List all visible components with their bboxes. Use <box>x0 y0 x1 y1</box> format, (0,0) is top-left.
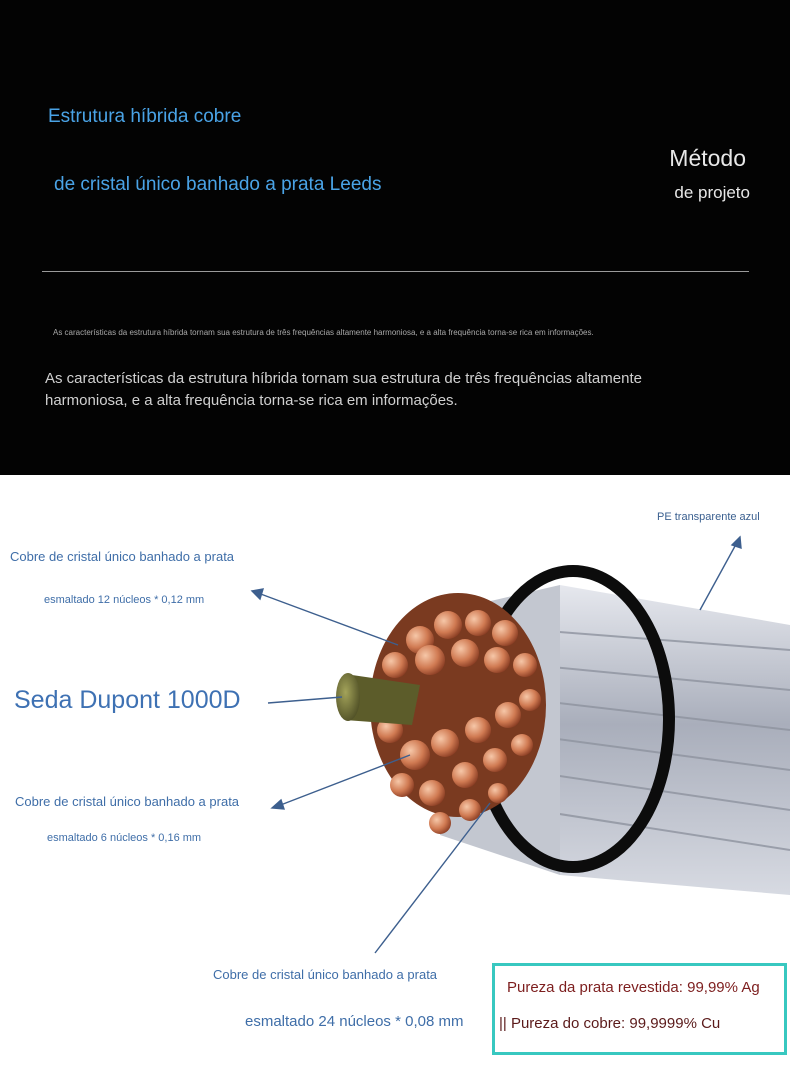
core3-title: Cobre de cristal único banhado a prata <box>213 967 438 982</box>
cable-sheath <box>560 585 790 895</box>
header-divider <box>42 271 749 272</box>
core3-spec: esmaltado 24 núcleos * 0,08 mm <box>245 1013 464 1030</box>
silver-purity: Pureza da prata revestida: 99,99% Ag <box>507 979 760 996</box>
method-heading: Método <box>669 145 746 171</box>
description-large: As características da estrutura híbrida tornam sua estrutura de três frequências altamente harmoniosa, e a alta frequência torna-se rica em informações. <box>45 370 642 409</box>
method-subheading: de projeto <box>674 183 750 202</box>
header-section <box>0 0 790 475</box>
core2-spec: esmaltado 6 núcleos * 0,16 mm <box>47 832 202 844</box>
core2-title: Cobre de cristal único banhado a prata <box>15 794 240 809</box>
title-line-2: de cristal único banhado a prata Leeds <box>54 174 382 195</box>
core1-spec: esmaltado 12 núcleos * 0,12 mm <box>44 594 205 606</box>
copper-purity: || Pureza do cobre: 99,9999% Cu <box>499 1015 721 1032</box>
pe-sheath-label: PE transparente azul <box>657 511 760 523</box>
description-small: As características da estrutura híbrida tornam sua estrutura de três frequências altamente harmoniosa, e a alta frequência torna-se rica em informações. <box>53 328 594 337</box>
purity-box <box>492 963 787 1055</box>
silk-label: Seda Dupont 1000D <box>14 686 241 714</box>
core1-title: Cobre de cristal único banhado a prata <box>10 549 235 564</box>
title-line-1: Estrutura híbrida cobre <box>48 106 242 127</box>
cable-diagram <box>0 475 790 1069</box>
